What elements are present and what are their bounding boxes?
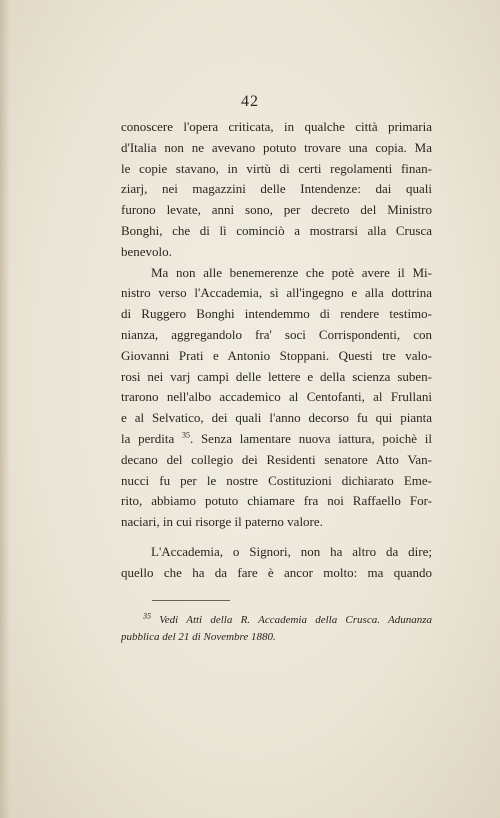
page-number: 42 <box>241 93 259 110</box>
text-line: nucci fu per le nostre Costituzioni dichiarato Eme- <box>121 472 432 488</box>
footnote-line: pubblica del 21 di Novembre 1880. <box>121 631 276 643</box>
text-line: rosi nei varj campi delle lettere e della scienza suben- <box>121 368 432 384</box>
text-line: Bonghi, che di lì cominciò a mostrarsi alla Crusca <box>121 222 432 238</box>
footnote-separator <box>152 600 230 601</box>
footnote-marker: 35 <box>143 612 151 621</box>
text-line: benevolo. <box>121 243 172 259</box>
text-line: conoscere l'opera criticata, in qualche città primaria <box>121 119 432 134</box>
text-line: Giovanni Prati e Antonio Stoppani. Questi tre valo- <box>121 347 432 363</box>
text-line: nianza, aggregandolo fra' soci Corrispondenti, con <box>121 326 432 342</box>
text-line: di Ruggero Bonghi intendemmo di rendere testimo- <box>121 306 432 322</box>
text-line <box>121 429 432 450</box>
text-line: trarono nell'albo accademico al Centofanti, al Frullani <box>121 389 432 405</box>
text-line: furono levate, anni sono, per decreto del Ministro <box>121 202 432 218</box>
text-fragment: . Senza lamentare nuova iattura, poichè il <box>189 430 432 446</box>
text-line: nistro verso l'Accademia, sì all'ingegno e alla dottrina <box>121 285 432 301</box>
footnote <box>121 612 432 646</box>
text-fragment: la perdita <box>121 430 175 446</box>
text-line: d'Italia non ne avevano potuto trovare una copia. Ma <box>121 139 432 155</box>
footnote-text: Vedi Atti della R. Accademia della Crusca. Adunanza <box>159 614 432 626</box>
footnote-line <box>121 612 432 629</box>
text-line: le copie stavano, in virtù di certi regolamenti finan- <box>121 160 432 176</box>
text-line: decano del collegio dei Residenti senatore Atto Van- <box>121 451 432 467</box>
page-edge-shadow <box>0 0 10 818</box>
text-line: rito, abbiamo potuto chiamare fra noi Raffaello For- <box>121 493 432 509</box>
footnote-reference: 35 <box>181 430 190 440</box>
text-line: quello che ha da fare è ancor molto: ma quando <box>121 564 432 580</box>
text-line: L'Accademia, o Signori, non ha altro da dire; <box>151 543 432 559</box>
text-line: ziarj, nei magazzini delle Intendenze: dai quali <box>121 181 432 197</box>
text-line: e al Selvatico, dei quali l'anno decorso fu qui pianta <box>121 410 432 426</box>
body-text <box>121 117 432 584</box>
text-line: naciari, in cui risorge il paterno valore. <box>121 514 323 530</box>
text-line: Ma non alle benemerenze che potè avere il Mi- <box>151 264 432 280</box>
